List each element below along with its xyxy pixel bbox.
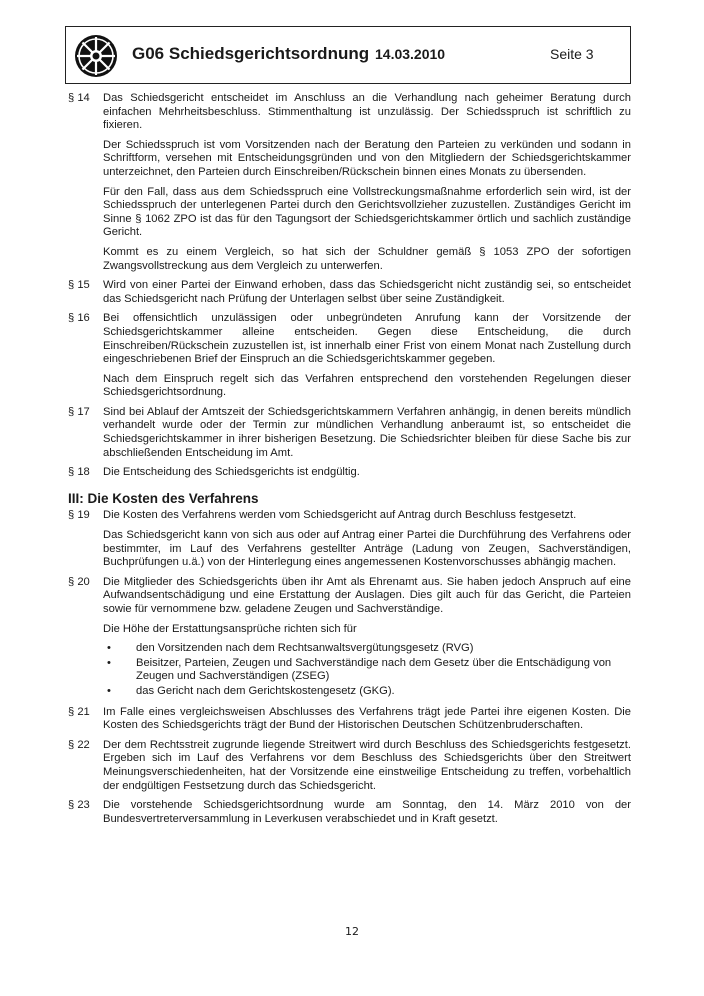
paragraph-text: Für den Fall, dass aus dem Schiedsspruch eine Vollstreckungsmaßnahme erforderlich sein wird, ist der Schiedsspruch der unterlegenen Partei durch den Gerichtsvollzieher zuzustellen. Zuständiges Gericht im Sinne § 1062 ZPO ist das für den Tagungsort der Schiedsgerichtskammer örtlich und sachlich zuständige Gericht. bbox=[103, 185, 631, 239]
paragraph-number: § 16 bbox=[68, 312, 90, 325]
paragraph-number: § 17 bbox=[68, 405, 90, 418]
paragraph-number: § 14 bbox=[68, 92, 90, 104]
bullet-list bbox=[103, 642, 631, 698]
paragraph-18 bbox=[68, 466, 631, 480]
document-body bbox=[68, 92, 631, 832]
list-item bbox=[103, 657, 631, 684]
document-title: G06 Schiedsgerichtsordnung bbox=[132, 44, 370, 63]
paragraph-body bbox=[103, 509, 631, 569]
paragraph-text: Sind bei Ablauf der Amtszeit der Schiedsgerichtskammern Verfahren anhängig, in denen bereits mündlich verhandelt wurde oder der Termin zur mündlichen Verhandlung anberaumt ist, so entscheidet die Schiedsgerichtskammer in ihrer bisherigen Besetzung. Die Schiedsrichter bleiben für diese Sache bis zur abschließenden Entscheidung im Amt. bbox=[103, 405, 631, 459]
paragraph-group bbox=[68, 509, 631, 569]
paragraph-number: § 15 bbox=[68, 279, 90, 292]
paragraph-text: Das Schiedsgericht kann von sich aus oder auf Antrag einer Partei die Durchführung des Verfahrens oder bestimmter, im Lauf des Verfahrens gestellter Anträge (Ladung von Zeugen, Sachverständigen, Buchprüfungen u.ä.) von der Hinterlegung eines angemessenen Kostenvorschusses abhängig machen. bbox=[103, 529, 631, 569]
paragraph-body bbox=[103, 92, 631, 273]
shooting-target-wheel-logo bbox=[72, 32, 120, 80]
list-item-text: das Gericht nach dem Gerichtskostengesetz (GKG). bbox=[136, 684, 395, 697]
paragraph-body bbox=[103, 706, 631, 733]
page-label: Seite 3 bbox=[550, 46, 594, 62]
list-item-text: Beisitzer, Parteien, Zeugen und Sachverständige nach dem Gesetz über die Entschädigung von Zeugen und Sachverständigen (ZSEG) bbox=[136, 656, 612, 683]
paragraph-text: Das Schiedsgericht entscheidet im Anschluss an die Verhandlung nach geheimer Beratung durch einfachen Mehrheitsbeschluss. Stimmenthaltung ist unzulässig. Der Schiedsspruch ist schriftlich zu fixieren. bbox=[103, 92, 631, 132]
paragraph-body bbox=[103, 279, 631, 306]
document-date: 14.03.2010 bbox=[375, 46, 446, 62]
paragraph-15 bbox=[68, 279, 631, 306]
paragraph-number: § 20 bbox=[68, 575, 90, 588]
paragraph-body bbox=[103, 739, 631, 793]
paragraph-body bbox=[103, 576, 631, 700]
paragraph-body bbox=[103, 799, 631, 826]
paragraph-21 bbox=[68, 706, 631, 733]
paragraph-20 bbox=[68, 576, 631, 700]
paragraph-16 bbox=[68, 312, 631, 400]
paragraph-text: Bei offensichtlich unzulässigen oder unbegründeten Anrufung kann der Vorsitzende der Schiedsgerichtskammer alleine entscheiden. Gegen diese Entscheidung, die durch Einschreiben/Rückschein zuzustellen ist, ist innerhalb einer Frist von einem Monat nach Zustellung durch eingeschriebenen Brief der Einspruch an die Schiedsgerichtskammer gegeben. bbox=[103, 312, 631, 366]
paragraph-number: § 23 bbox=[68, 799, 90, 812]
list-item bbox=[103, 642, 631, 656]
list-item bbox=[103, 685, 631, 699]
list-item-text: den Vorsitzenden nach dem Rechtsanwaltsvergütungsgesetz (RVG) bbox=[136, 642, 474, 655]
paragraph-17 bbox=[68, 406, 631, 460]
bullet-icon: • bbox=[107, 684, 111, 697]
paragraph-text: Der Schiedsspruch ist vom Vorsitzenden nach der Beratung den Parteien zu verkünden und sodann in Schriftform, versehen mit Entscheidungsgründen und von den Mitgliedern der Schiedsgerichtskammer unterzeichnet, den Parteien durch Einschreiben/Rückschein binnen eines Monats zu übersenden. bbox=[103, 138, 631, 178]
paragraph-text: Die Entscheidung des Schiedsgerichts ist endgültig. bbox=[103, 466, 360, 479]
section-heading: III: Die Kosten des Verfahrens bbox=[68, 490, 259, 506]
paragraph-text: Die Mitglieder des Schiedsgerichts üben ihr Amt als Ehrenamt aus. Sie haben jedoch Anspruch auf eine Aufwandsentschädigung und eine Erstattung der Auslagen. Dies gilt auch für das Gericht, die Parteien sowie für vernommene bzw. geladene Zeugen und Sachverständige. bbox=[103, 575, 631, 615]
paragraph-body bbox=[103, 406, 631, 460]
paragraph-23 bbox=[68, 799, 631, 826]
paragraph-text: Die vorstehende Schiedsgerichtsordnung wurde am Sonntag, den 14. März 2010 von der Bundesvertreterversammlung in Leverkusen verabschiedet und in Kraft gesetzt. bbox=[103, 799, 631, 825]
paragraph-text: Die Kosten des Verfahrens werden vom Schiedsgericht auf Antrag durch Beschluss festgesetzt. bbox=[103, 509, 577, 522]
paragraph-text: Die Höhe der Erstattungsansprüche richten sich für bbox=[103, 622, 357, 635]
page-number: 12 bbox=[345, 925, 359, 938]
paragraph-body bbox=[103, 466, 631, 480]
paragraph-text: Wird von einer Partei der Einwand erhoben, dass das Schiedsgericht nicht zuständig sei, so entscheidet das Schiedsgericht nach Prüfung der Unterlagen selbst über seine Zuständigkeit. bbox=[103, 279, 631, 305]
paragraph-19 bbox=[68, 509, 631, 569]
paragraph-body bbox=[103, 312, 631, 400]
paragraph-number: § 19 bbox=[68, 509, 90, 522]
paragraph-text: Im Falle eines vergleichsweisen Abschlusses des Verfahrens trägt jede Partei ihre eigenen Kosten. Die Kosten des Schiedsgerichts trägt der Bund der Historischen Deutschen Schützenbruderschaften. bbox=[103, 705, 631, 732]
paragraph-group bbox=[68, 706, 631, 827]
paragraph-number: § 21 bbox=[68, 705, 90, 718]
bullet-icon: • bbox=[107, 656, 111, 669]
paragraph-number: § 22 bbox=[68, 738, 90, 751]
paragraph-14 bbox=[68, 92, 631, 273]
paragraph-group bbox=[68, 92, 631, 480]
paragraph-text: Der dem Rechtsstreit zugrunde liegende Streitwert wird durch Beschluss des Schiedsgerichts festgesetzt. Ergeben sich im Lauf des Verfahrens vor dem Beschluss des Schiedsgerichts über den Streitwert Meinungsverschiedenheiten, hat der Vorsitzende eine einstweilige Entscheidung zu treffen, vorbehaltlich der endgültigen Festsetzung durch das Schiedsgericht. bbox=[103, 738, 631, 792]
document-header bbox=[65, 26, 631, 84]
paragraph-22 bbox=[68, 739, 631, 793]
paragraph-text: Nach dem Einspruch regelt sich das Verfahren entsprechend den vorstehenden Regelungen dieser Schiedsgerichtsordnung. bbox=[103, 372, 631, 399]
bullet-icon: • bbox=[107, 642, 111, 655]
paragraph-text: Kommt es zu einem Vergleich, so hat sich der Schuldner gemäß § 1053 ZPO der sofortigen Zwangsvollstreckung aus dem Vergleich zu unterwerfen. bbox=[103, 245, 631, 272]
paragraph-number: § 18 bbox=[68, 466, 90, 479]
